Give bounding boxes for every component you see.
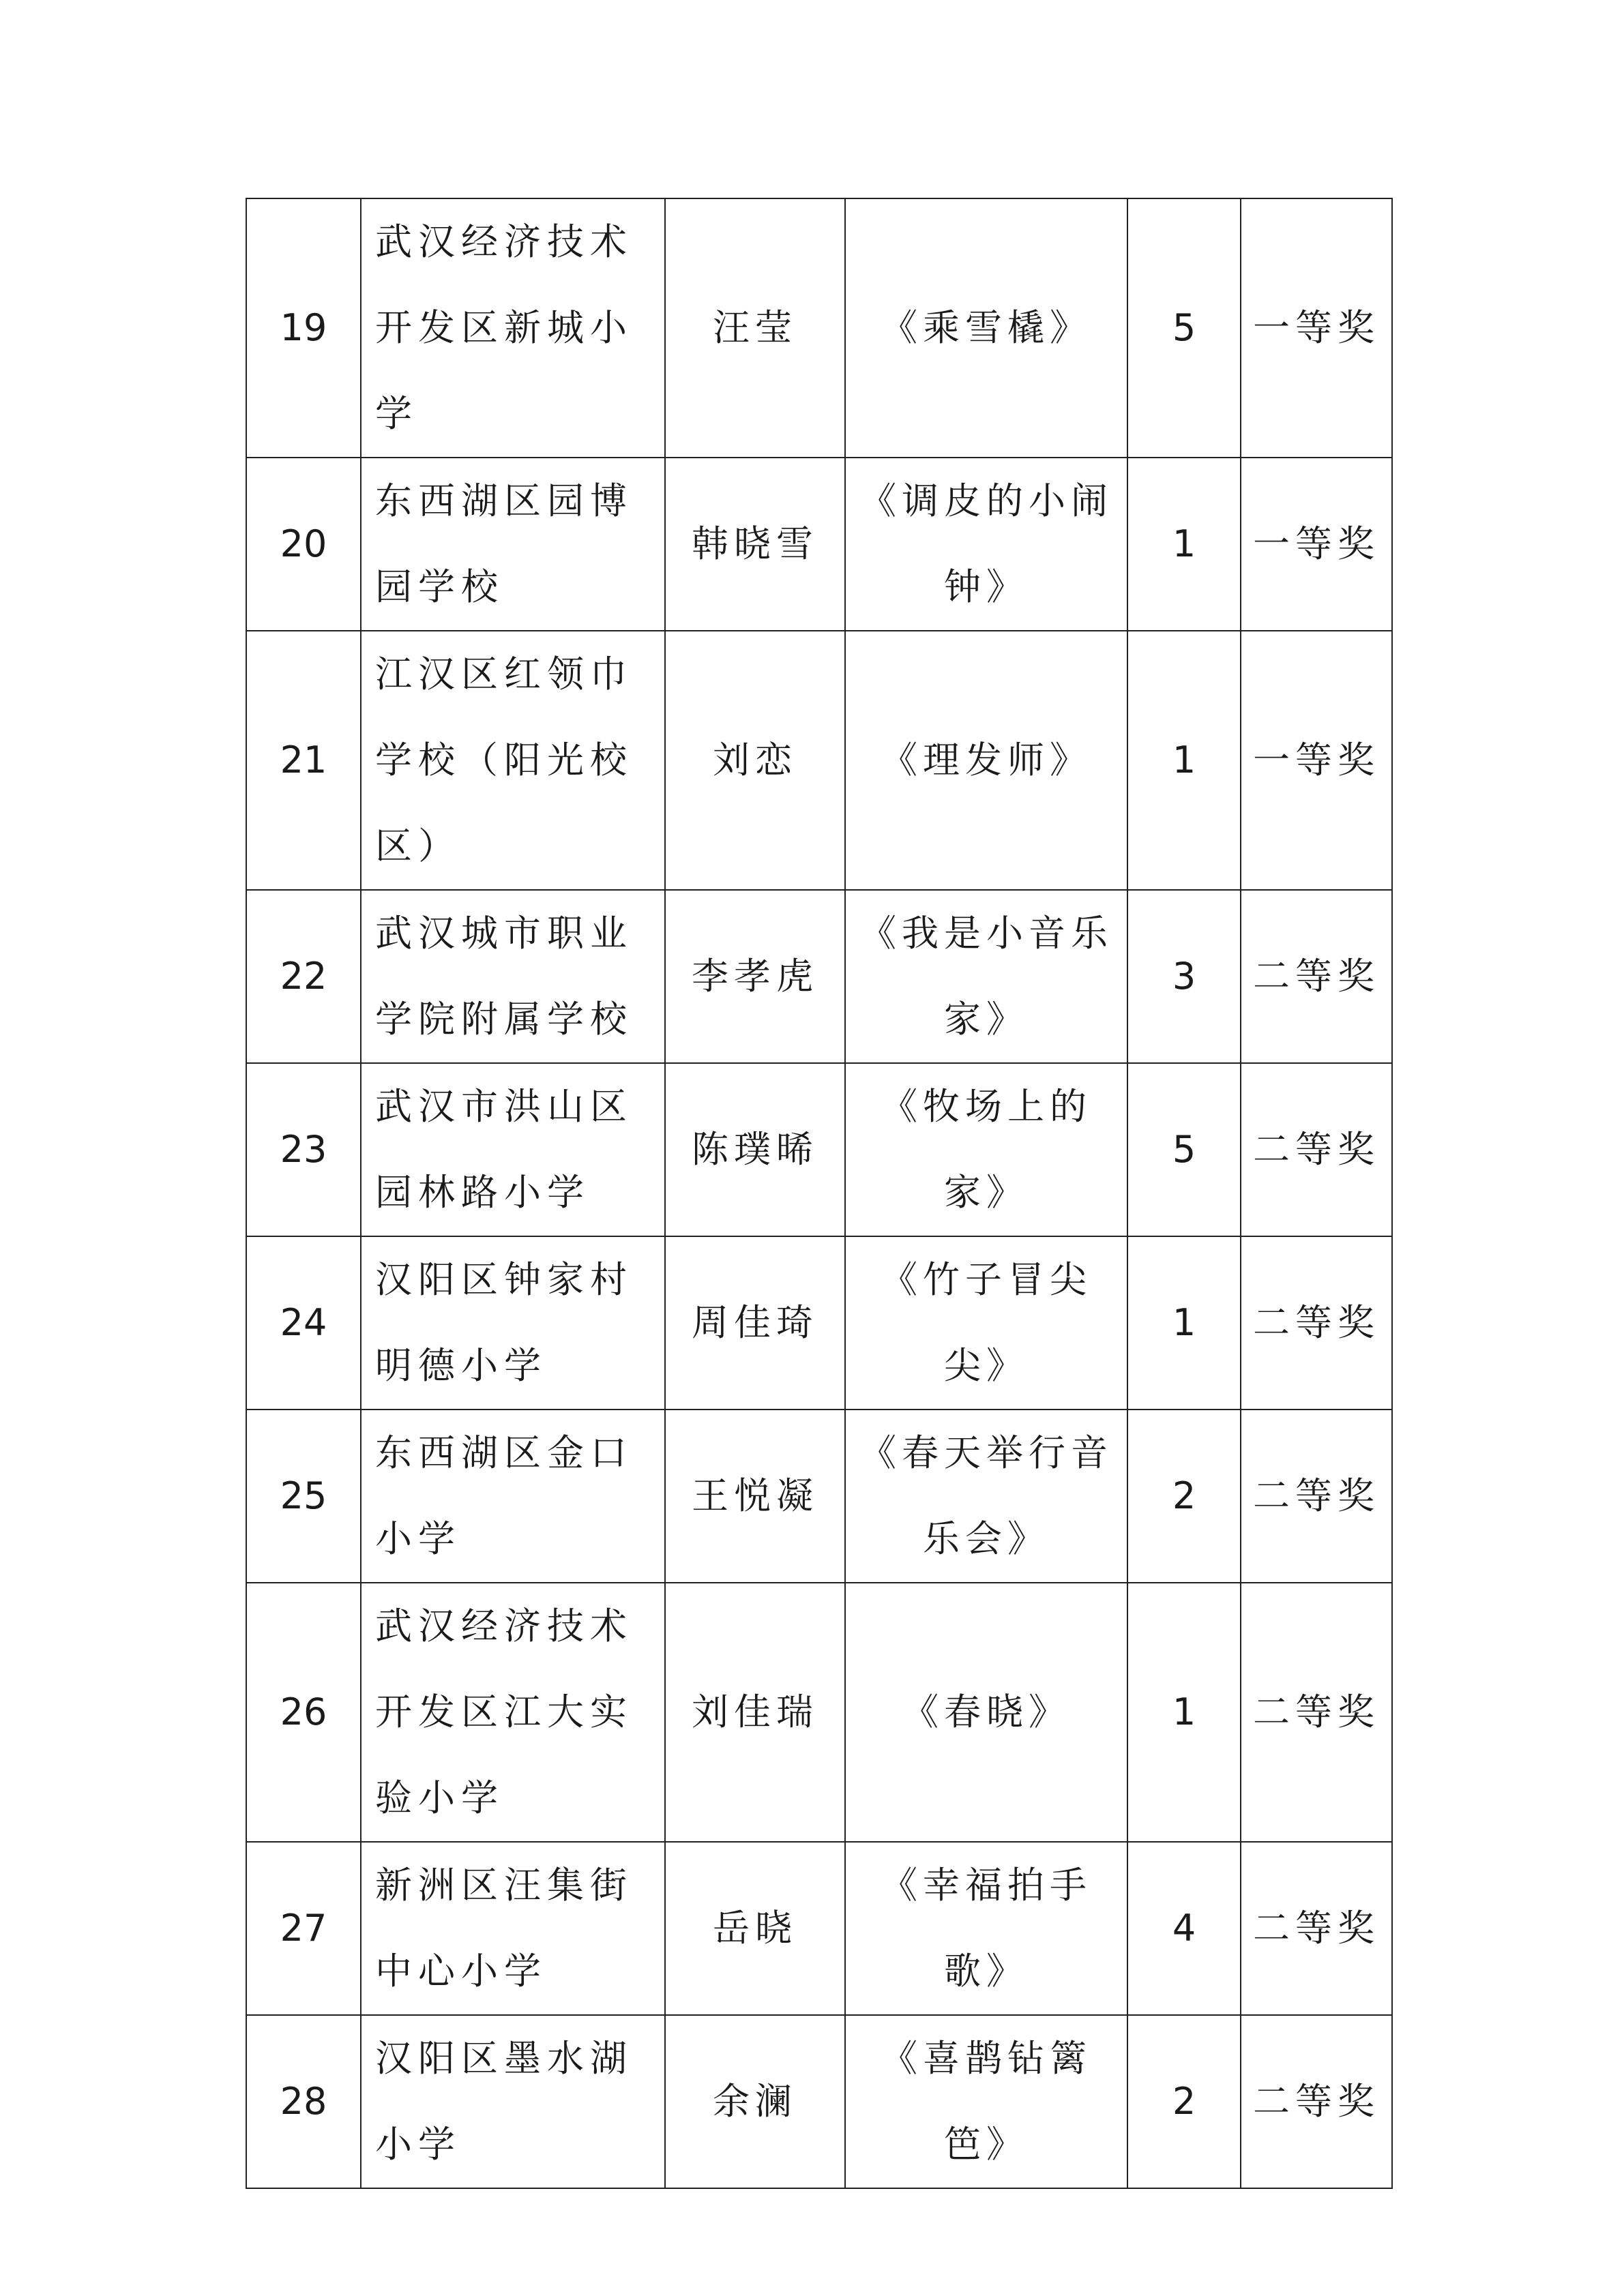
teacher-name: 岳晓 <box>665 1842 845 2015</box>
grade: 1 <box>1127 1583 1241 1842</box>
song-title: 《幸福拍手歌》 <box>845 1842 1127 2015</box>
teacher-name: 刘恋 <box>665 631 845 890</box>
award-level: 一等奖 <box>1241 631 1392 890</box>
grade: 5 <box>1127 1063 1241 1236</box>
row-number: 27 <box>246 1842 361 2015</box>
song-title: 《牧场上的家》 <box>845 1063 1127 1236</box>
teacher-name: 韩晓雪 <box>665 458 845 631</box>
teacher-name: 周佳琦 <box>665 1236 845 1410</box>
awards-table <box>246 198 1393 2189</box>
row-number: 22 <box>246 890 361 1063</box>
school-name: 武汉经济技术开发区新城小学 <box>361 198 665 458</box>
grade: 1 <box>1127 631 1241 890</box>
grade: 2 <box>1127 2015 1241 2188</box>
teacher-name: 陈璞晞 <box>665 1063 845 1236</box>
row-number: 28 <box>246 2015 361 2188</box>
song-title: 《喜鹊钻篱笆》 <box>845 2015 1127 2188</box>
award-level: 二等奖 <box>1241 1063 1392 1236</box>
song-title: 《竹子冒尖尖》 <box>845 1236 1127 1410</box>
teacher-name: 李孝虎 <box>665 890 845 1063</box>
grade: 1 <box>1127 458 1241 631</box>
teacher-name: 王悦凝 <box>665 1410 845 1583</box>
grade: 2 <box>1127 1410 1241 1583</box>
school-name: 武汉经济技术开发区江大实验小学 <box>361 1583 665 1842</box>
song-title: 《春天举行音乐会》 <box>845 1410 1127 1583</box>
table-row <box>246 1583 1392 1842</box>
award-level: 二等奖 <box>1241 1236 1392 1410</box>
grade: 4 <box>1127 1842 1241 2015</box>
table-row <box>246 458 1392 631</box>
row-number: 24 <box>246 1236 361 1410</box>
song-title: 《乘雪橇》 <box>845 198 1127 458</box>
school-name: 武汉城市职业学院附属学校 <box>361 890 665 1063</box>
table-row <box>246 1410 1392 1583</box>
school-name: 汉阳区钟家村明德小学 <box>361 1236 665 1410</box>
table-row <box>246 198 1392 458</box>
award-level: 二等奖 <box>1241 1842 1392 2015</box>
table-row <box>246 631 1392 890</box>
song-title: 《调皮的小闹钟》 <box>845 458 1127 631</box>
school-name: 江汉区红领巾学校（阳光校区） <box>361 631 665 890</box>
grade: 3 <box>1127 890 1241 1063</box>
teacher-name: 汪莹 <box>665 198 845 458</box>
school-name: 武汉市洪山区园林路小学 <box>361 1063 665 1236</box>
grade: 1 <box>1127 1236 1241 1410</box>
table-row <box>246 1063 1392 1236</box>
row-number: 26 <box>246 1583 361 1842</box>
row-number: 25 <box>246 1410 361 1583</box>
award-level: 二等奖 <box>1241 1583 1392 1842</box>
row-number: 21 <box>246 631 361 890</box>
row-number: 23 <box>246 1063 361 1236</box>
school-name: 新洲区汪集街中心小学 <box>361 1842 665 2015</box>
school-name: 东西湖区园博园学校 <box>361 458 665 631</box>
award-level: 二等奖 <box>1241 890 1392 1063</box>
award-level: 二等奖 <box>1241 1410 1392 1583</box>
row-number: 19 <box>246 198 361 458</box>
table-row <box>246 1842 1392 2015</box>
table-row <box>246 2015 1392 2188</box>
song-title: 《理发师》 <box>845 631 1127 890</box>
award-level: 一等奖 <box>1241 458 1392 631</box>
song-title: 《春晓》 <box>845 1583 1127 1842</box>
table-row <box>246 1236 1392 1410</box>
school-name: 汉阳区墨水湖小学 <box>361 2015 665 2188</box>
award-level: 二等奖 <box>1241 2015 1392 2188</box>
award-level: 一等奖 <box>1241 198 1392 458</box>
teacher-name: 余澜 <box>665 2015 845 2188</box>
teacher-name: 刘佳瑞 <box>665 1583 845 1842</box>
school-name: 东西湖区金口小学 <box>361 1410 665 1583</box>
table-row <box>246 890 1392 1063</box>
song-title: 《我是小音乐家》 <box>845 890 1127 1063</box>
grade: 5 <box>1127 198 1241 458</box>
row-number: 20 <box>246 458 361 631</box>
